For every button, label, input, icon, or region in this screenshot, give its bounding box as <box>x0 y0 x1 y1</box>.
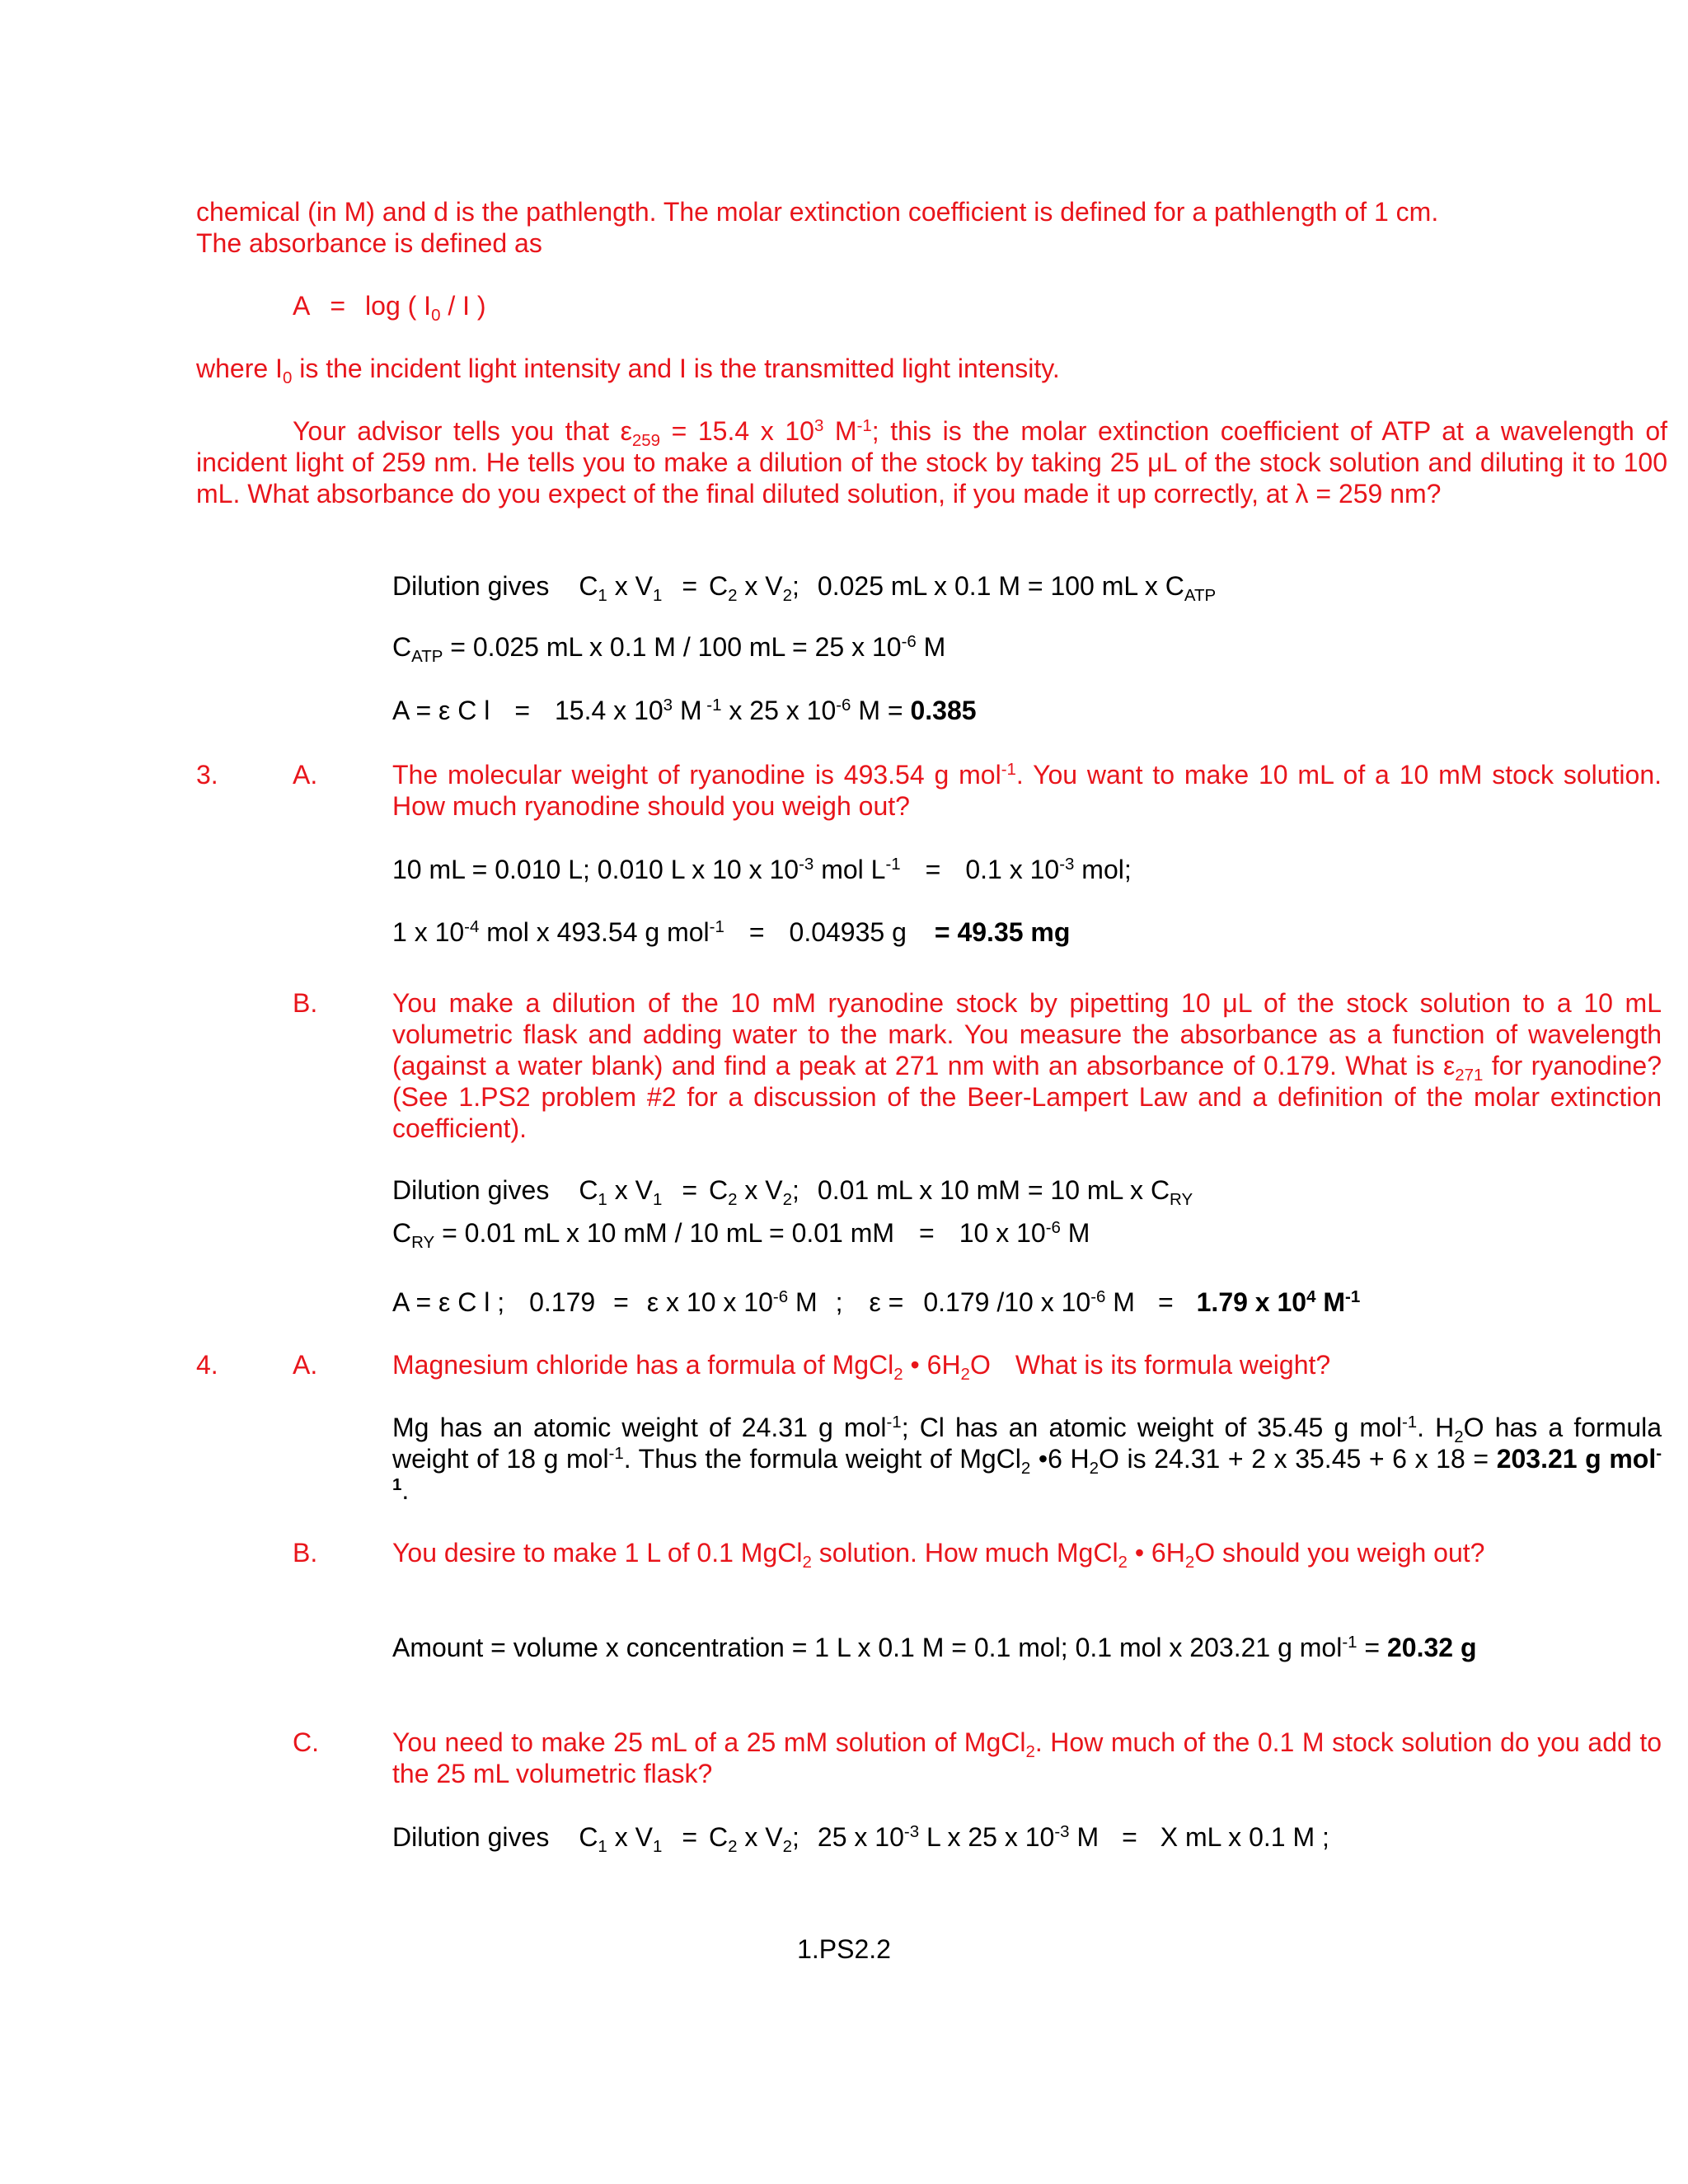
atp-dilution-line: Dilution gives $C_1$ x $V_1 = C_2$ x $V_2$; 0.025 mL x 0.1 M = 100 mL x $C_{ATP}$ <box>392 571 1217 606</box>
atp-absorbance-line: A = ε C l = 15.4 x $10^3$ M $^{-1}$ x 25 x $10^{-6}$ M = 0.385 <box>392 695 977 725</box>
question-3a-text: The molecular weight of ryanodine is 493.54 g mol$^{-1}$. You want to make 10 mL of a 10 mM stock solution. How much ryanodine should you weigh out? <box>392 759 1662 821</box>
question-4b-text: You desire to make 1 L of 0.1 MgCl$_2$ solution. How much MgCl$_2$ • $6H_2O$ should you weigh out? <box>392 1538 1485 1572</box>
question-3b-letter: B. <box>293 988 318 1018</box>
intro-line-1: chemical (in M) and d is the pathlength. The molar extinction coefficient is defined for a pathlength of 1 cm. <box>196 197 1439 227</box>
q4b-result: 20.32 g <box>1386 1633 1477 1662</box>
atp-result: 0.385 <box>910 696 977 725</box>
question-3b-text: You make a dilution of the 10 mM ryanodine stock by pipetting 10 μL of the stock solution to a 10 mL volumetric flask and adding water to the mark. You measure the absorbance as a function of wavelength (against a water blank) and find a peak at 271 nm with an absorbance of 0.179. What is $\varepsilon_{271}$ for ryanodine? (See 1.PS2 problem #2 for a discussion of the Beer-Lampert Law and a definition of the molar extinction coefficient). <box>392 988 1662 1143</box>
q4a-result: 203.21 g mol$^{-1}$ <box>392 1443 1662 1494</box>
absorbance-formula: A = log ( $I_0$ / I ) <box>293 291 486 326</box>
q3b-absorbance-line: A = ε C l ; 0.179 = ε x 10 x $10^{-6}$ M ; ε = 0.179 /10 x $10^{-6}$ M = 1.79 x $10^4$ $M^{-1}$ <box>392 1286 1361 1317</box>
q4c-dilution-line: Dilution gives $C_1$ x $V_1 = C_2$ x $V_2$; 25 x $10^{-3}$ L x 25 x $10^{-3}$ M = X mL x 0.1 M ; <box>392 1821 1329 1857</box>
q4a-solution: Mg has an atomic weight of 24.31 g mol$^{-1}$; Cl has an atomic weight of 35.45 g mol$^{-1}$. $H_2O$ has a formula weight of 18 g mol$^{-1}$. Thus the formula weight of MgCl$_2$ •6 $H_2O$ is 24.31 + 2 x 35.45 + 6 x 18 = 203.21 g mol$^{-1}$. <box>392 1412 1662 1505</box>
atp-question: Your advisor tells you that $\varepsilon_{259} = 15.4$ x $10^3$ $M^{-1}$; this is the molar extinction coefficient of ATP at a wavelength of incident light of 259 nm. He tells you to make a dilution of the stock by taking 25 μL of the stock solution and diluting it to 100 mL. What absorbance do you expect of the final diluted solution, if you made it up correctly, at λ = 259 nm? <box>196 415 1668 509</box>
question-4a-letter: A. <box>293 1350 318 1380</box>
question-4c-text: You need to make 25 mL of a 25 mM solution of MgCl$_2$. How much of the 0.1 M stock solution do you add to the 25 mL volumetric flask? <box>392 1727 1662 1788</box>
intro-line-2: The absorbance is defined as <box>196 228 542 258</box>
q3a-result: = 49.35 mg <box>934 917 1071 947</box>
question-4c-letter: C. <box>293 1727 319 1757</box>
question-4-number: 4. <box>196 1350 218 1380</box>
question-3-number: 3. <box>196 760 218 790</box>
question-3a-letter: A. <box>293 760 318 790</box>
question-4a-text: Magnesium chloride has a formula of MgCl$_2$ • $6H_2O$ What is its formula weight? <box>392 1350 1331 1385</box>
atp-concentration-line: $C_{ATP} = 0.025$ mL x 0.1 M / 100 mL = 25 x $10^{-6}$ M <box>392 631 946 667</box>
q3a-step-1: 10 mL = 0.010 L; 0.010 L x 10 x $10^{-3}$ mol $L^{-1} = 0.1$ x $10^{-3}$ mol; <box>392 854 1132 884</box>
question-4b-letter: B. <box>293 1538 318 1568</box>
page-number: 1.PS2.2 <box>797 1934 891 1964</box>
q4b-solution: Amount = volume x concentration = 1 L x 0.1 M = 0.1 mol; 0.1 mol x 203.21 g mol$^{-1}$ = 20.32 g <box>392 1632 1477 1662</box>
q3b-concentration-line: $C_{RY} = 0.01$ mL x 10 mM / 10 mL = 0.01 mM = 10 x $10^{-6}$ M <box>392 1217 1090 1253</box>
q3b-dilution-line: Dilution gives $C_1$ x $V_1 = C_2$ x $V_2$; 0.01 mL x 10 mM = 10 mL x $C_{RY}$ <box>392 1175 1193 1210</box>
where-line: where $I_0$ is the incident light intensity and I is the transmitted light intensity. <box>196 354 1060 388</box>
q3a-step-2: 1 x $10^{-4}$ mol x 493.54 g mol$^{-1}$ = 0.04935 g = 49.35 mg <box>392 916 1071 947</box>
q3b-result: 1.79 x $10^4$ $M^{-1}$ <box>1196 1286 1361 1317</box>
